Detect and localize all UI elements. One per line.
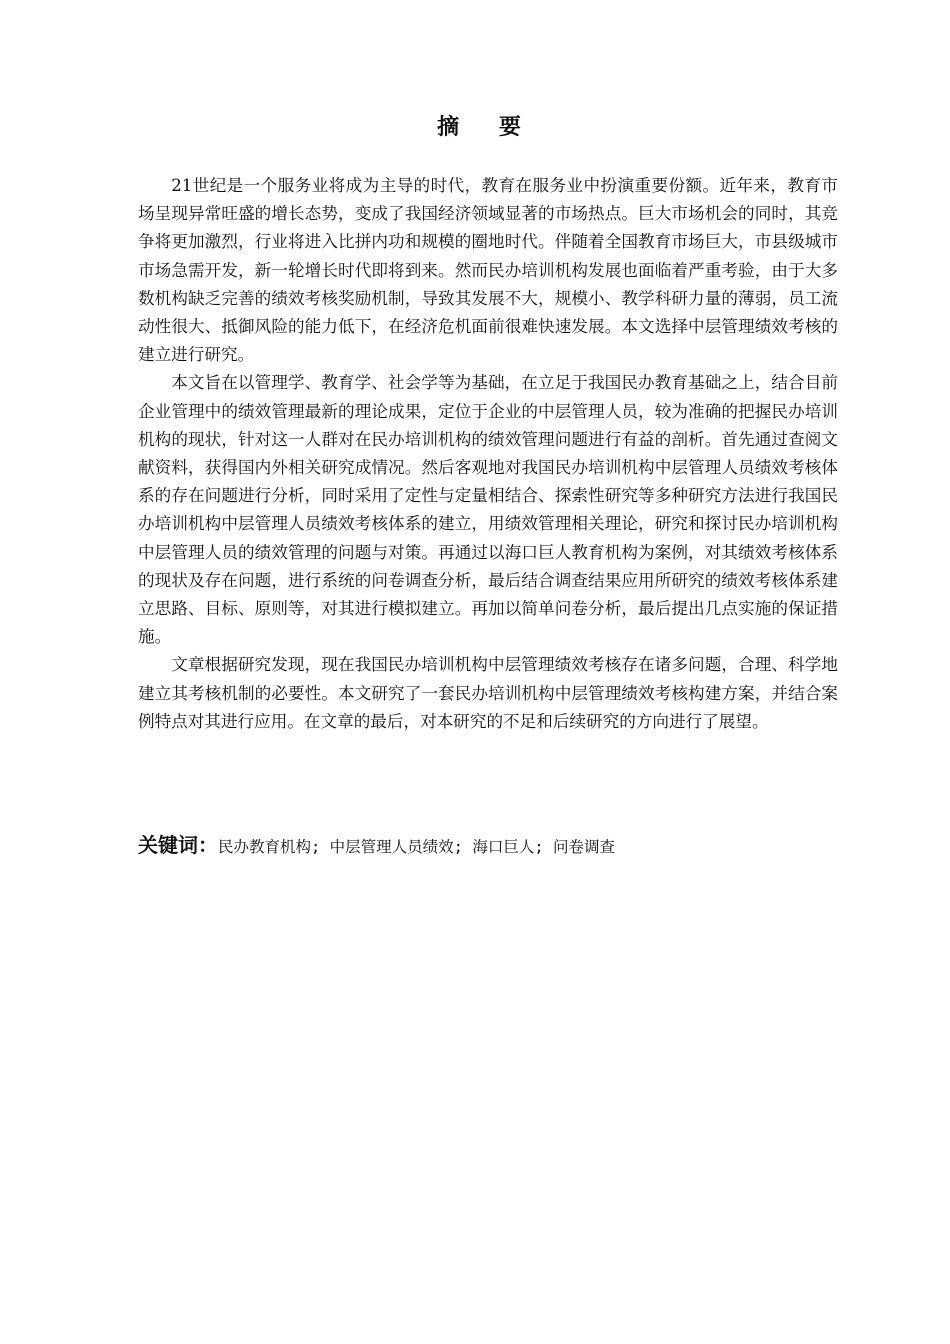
abstract-body: [138, 172, 838, 736]
abstract-paragraph-3: 文章根据研究发现，现在我国民办培训机构中层管理绩效考核存在诸多问题，合理、科学地建立其考核机制的必要性。本文研究了一套民办培训机构中层管理绩效考核构建方案，并结合案例特点对其进行应用。在文章的最后，对本研究的不足和后续研究的方向进行了展望。: [138, 655, 838, 731]
abstract-paragraph-2: 本文旨在以管理学、教育学、社会学等为基础，在立足于我国民办教育基础之上，结合目前企业管理中的绩效管理最新的理论成果，定位于企业的中层管理人员，较为准确的把握民办培训机构的现状，针对这一人群对在民办培训机构的绩效管理问题进行有益的剖析。首先通过查阅文献资料，获得国内外相关研究成情况。然后客观地对我国民办培训机构中层管理人员绩效考核体系的存在问题进行分析，同时采用了定性与定量相结合、探索性研究等多种研究方法进行我国民办培训机构中层管理人员绩效考核体系的建立，用绩效管理相关理论，研究和探讨民办培训机构中层管理人员的绩效管理的问题与对策。再通过以海口巨人教育机构为案例，对其绩效考核体系的现状及存在问题，进行系统的问卷调查分析，最后结合调查结果应用所研究的绩效考核体系建立思路、目标、原则等，对其进行模拟建立。再加以简单问卷分析，最后提出几点实施的保证措施。: [138, 373, 838, 647]
keywords-line: [138, 828, 838, 864]
keywords-list: 民办教育机构; 中层管理人员绩效; 海口巨人; 问卷调查: [218, 838, 615, 856]
abstract-title: 摘 要: [437, 115, 537, 140]
keywords-label: 关键词：: [138, 833, 218, 857]
abstract-paragraph-1: 21世纪是一个服务业将成为主导的时代，教育在服务业中扮演重要份额。近年来，教育市场呈现异常旺盛的增长态势，变成了我国经济领域显著的市场热点。巨大市场机会的同时，其竞争将更加激烈，行业将进入比拼内功和规模的圈地时代。伴随着全国教育市场巨大，市县级城市市场急需开发，新一轮增长时代即将到来。然而民办培训机构发展也面临着严重考验，由于大多数机构缺乏完善的绩效考核奖励机制，导致其发展不大，规模小、教学科研力量的薄弱，员工流动性很大、抵御风险的能力低下，在经济危机面前很难快速发展。本文选择中层管理绩效考核的建立进行研究。: [138, 176, 838, 365]
